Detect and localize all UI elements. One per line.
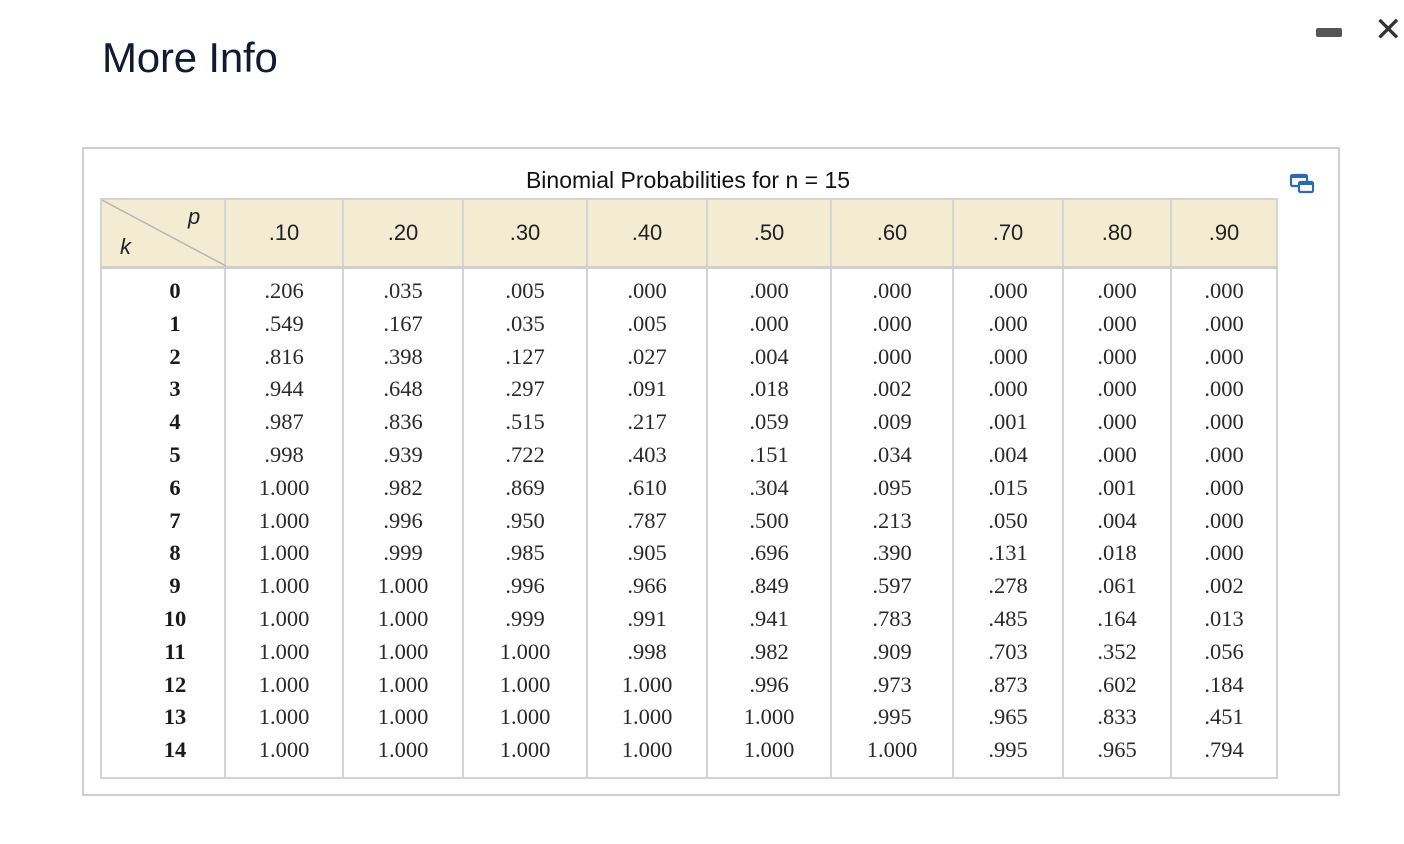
- probability-cell: .965: [1063, 734, 1171, 778]
- probability-cell: .941: [707, 603, 831, 636]
- probability-cell: .966: [587, 570, 707, 603]
- probability-cell: .515: [463, 406, 587, 439]
- popout-button[interactable]: [1289, 173, 1315, 195]
- probability-cell: .000: [1063, 268, 1171, 308]
- probability-cell: 1.000: [463, 734, 587, 778]
- probability-cell: .996: [343, 505, 463, 538]
- probability-cell: .965: [953, 701, 1063, 734]
- probability-cell: .015: [953, 472, 1063, 505]
- probability-cell: .004: [707, 341, 831, 374]
- probability-cell: .061: [1063, 570, 1171, 603]
- table-row: [101, 308, 1277, 341]
- probability-cell: .000: [707, 308, 831, 341]
- probability-cell: 1.000: [343, 734, 463, 778]
- probability-cell: 1.000: [225, 537, 343, 570]
- probability-cell: .549: [225, 308, 343, 341]
- probability-cell: 1.000: [463, 636, 587, 669]
- probability-cell: 1.000: [225, 570, 343, 603]
- column-header: .90: [1171, 199, 1277, 268]
- k-value: 3: [101, 373, 225, 406]
- probability-cell: 1.000: [343, 701, 463, 734]
- k-value: 2: [101, 341, 225, 374]
- probability-cell: 1.000: [225, 603, 343, 636]
- probability-cell: .998: [587, 636, 707, 669]
- probability-cell: .000: [1063, 373, 1171, 406]
- table-row: [101, 570, 1277, 603]
- probability-cell: .000: [707, 268, 831, 308]
- probability-cell: 1.000: [225, 669, 343, 702]
- probability-cell: .002: [1171, 570, 1277, 603]
- column-header: .50: [707, 199, 831, 268]
- probability-cell: .403: [587, 439, 707, 472]
- probability-cell: 1.000: [343, 603, 463, 636]
- k-value: 11: [101, 636, 225, 669]
- column-header: .80: [1063, 199, 1171, 268]
- probability-cell: 1.000: [463, 701, 587, 734]
- probability-cell: .985: [463, 537, 587, 570]
- probability-cell: .000: [1171, 472, 1277, 505]
- probability-cell: .059: [707, 406, 831, 439]
- table-title: Binomial Probabilities for n = 15: [525, 167, 851, 193]
- probability-cell: 1.000: [463, 669, 587, 702]
- probability-cell: .722: [463, 439, 587, 472]
- probability-cell: 1.000: [707, 734, 831, 778]
- probability-cell: .995: [953, 734, 1063, 778]
- column-header: .10: [225, 199, 343, 268]
- probability-cell: .944: [225, 373, 343, 406]
- binomial-table: [100, 198, 1278, 779]
- probability-cell: .816: [225, 341, 343, 374]
- k-value: 8: [101, 537, 225, 570]
- probability-cell: .000: [831, 308, 953, 341]
- probability-cell: .091: [587, 373, 707, 406]
- probability-cell: .184: [1171, 669, 1277, 702]
- table-row: [101, 734, 1277, 778]
- probability-cell: .987: [225, 406, 343, 439]
- probability-cell: .000: [953, 268, 1063, 308]
- probability-cell: 1.000: [225, 734, 343, 778]
- table-body: [101, 268, 1277, 778]
- k-value: 14: [101, 734, 225, 778]
- probability-cell: .991: [587, 603, 707, 636]
- column-header: .60: [831, 199, 953, 268]
- probability-cell: .018: [707, 373, 831, 406]
- probability-cell: .000: [953, 373, 1063, 406]
- probability-cell: .050: [953, 505, 1063, 538]
- probability-cell: .009: [831, 406, 953, 439]
- probability-cell: .000: [1171, 439, 1277, 472]
- table-row: [101, 505, 1277, 538]
- table-row: [101, 439, 1277, 472]
- probability-cell: .005: [463, 268, 587, 308]
- probability-cell: .217: [587, 406, 707, 439]
- probability-cell: .485: [953, 603, 1063, 636]
- probability-cell: .982: [707, 636, 831, 669]
- probability-cell: .000: [953, 308, 1063, 341]
- popout-window-icon: [1289, 173, 1315, 195]
- probability-cell: .167: [343, 308, 463, 341]
- probability-cell: .696: [707, 537, 831, 570]
- probability-cell: .398: [343, 341, 463, 374]
- probability-cell: .304: [707, 472, 831, 505]
- table-row: [101, 603, 1277, 636]
- probability-cell: .000: [1171, 537, 1277, 570]
- probability-cell: .000: [1063, 308, 1171, 341]
- probability-cell: .206: [225, 268, 343, 308]
- probability-cell: .213: [831, 505, 953, 538]
- probability-cell: .278: [953, 570, 1063, 603]
- probability-cell: .000: [1063, 439, 1171, 472]
- probability-cell: .000: [587, 268, 707, 308]
- probability-cell: .783: [831, 603, 953, 636]
- probability-cell: 1.000: [587, 669, 707, 702]
- probability-cell: .034: [831, 439, 953, 472]
- probability-cell: .000: [1171, 406, 1277, 439]
- probability-cell: .939: [343, 439, 463, 472]
- probability-cell: .909: [831, 636, 953, 669]
- column-header: .70: [953, 199, 1063, 268]
- column-header: .30: [463, 199, 587, 268]
- probability-cell: .905: [587, 537, 707, 570]
- k-value: 5: [101, 439, 225, 472]
- probability-cell: 1.000: [343, 669, 463, 702]
- probability-cell: .018: [1063, 537, 1171, 570]
- table-row: [101, 636, 1277, 669]
- probability-cell: .000: [1171, 341, 1277, 374]
- probability-cell: .451: [1171, 701, 1277, 734]
- table-row: [101, 472, 1277, 505]
- k-value: 1: [101, 308, 225, 341]
- k-label: k: [120, 234, 131, 259]
- probability-cell: .000: [1063, 341, 1171, 374]
- probability-cell: 1.000: [707, 701, 831, 734]
- table-row: [101, 268, 1277, 308]
- probability-cell: 1.000: [587, 701, 707, 734]
- probability-cell: .787: [587, 505, 707, 538]
- probability-cell: .035: [463, 308, 587, 341]
- table-row: [101, 373, 1277, 406]
- column-header: .40: [587, 199, 707, 268]
- probability-cell: .000: [1171, 373, 1277, 406]
- probability-cell: .095: [831, 472, 953, 505]
- header-row: [101, 199, 1277, 268]
- k-value: 12: [101, 669, 225, 702]
- table-row: [101, 341, 1277, 374]
- probability-cell: .998: [225, 439, 343, 472]
- probability-cell: .999: [343, 537, 463, 570]
- probability-cell: .000: [1171, 308, 1277, 341]
- probability-cell: .999: [463, 603, 587, 636]
- k-value: 6: [101, 472, 225, 505]
- close-button[interactable]: [1374, 10, 1404, 50]
- table-row: [101, 406, 1277, 439]
- probability-cell: .297: [463, 373, 587, 406]
- k-value: 4: [101, 406, 225, 439]
- probability-cell: .390: [831, 537, 953, 570]
- close-icon: ✕: [1374, 10, 1403, 50]
- probability-cell: 1.000: [343, 636, 463, 669]
- probability-cell: .000: [1171, 268, 1277, 308]
- probability-cell: .833: [1063, 701, 1171, 734]
- probability-cell: .597: [831, 570, 953, 603]
- k-value: 13: [101, 701, 225, 734]
- probability-cell: .056: [1171, 636, 1277, 669]
- probability-cell: .005: [587, 308, 707, 341]
- probability-cell: 1.000: [225, 701, 343, 734]
- probability-cell: .996: [707, 669, 831, 702]
- probability-cell: .973: [831, 669, 953, 702]
- probability-cell: .004: [953, 439, 1063, 472]
- probability-cell: .836: [343, 406, 463, 439]
- probability-cell: .873: [953, 669, 1063, 702]
- p-label: p: [188, 204, 201, 229]
- probability-cell: .131: [953, 537, 1063, 570]
- probability-cell: .027: [587, 341, 707, 374]
- k-value: 10: [101, 603, 225, 636]
- probability-cell: .703: [953, 636, 1063, 669]
- probability-cell: .151: [707, 439, 831, 472]
- table-row: [101, 669, 1277, 702]
- probability-cell: .035: [343, 268, 463, 308]
- probability-cell: .000: [831, 341, 953, 374]
- k-value: 7: [101, 505, 225, 538]
- probability-cell: 1.000: [831, 734, 953, 778]
- probability-cell: 1.000: [225, 636, 343, 669]
- probability-cell: 1.000: [225, 505, 343, 538]
- table-row: [101, 537, 1277, 570]
- probability-cell: .869: [463, 472, 587, 505]
- probability-cell: .610: [587, 472, 707, 505]
- probability-cell: 1.000: [343, 570, 463, 603]
- k-value: 9: [101, 570, 225, 603]
- probability-cell: .995: [831, 701, 953, 734]
- probability-cell: .648: [343, 373, 463, 406]
- probability-cell: .127: [463, 341, 587, 374]
- k-value: 0: [101, 268, 225, 308]
- probability-cell: .001: [953, 406, 1063, 439]
- probability-cell: .996: [463, 570, 587, 603]
- probability-cell: .001: [1063, 472, 1171, 505]
- probability-cell: .500: [707, 505, 831, 538]
- probability-cell: .950: [463, 505, 587, 538]
- probability-cell: .602: [1063, 669, 1171, 702]
- probability-cell: 1.000: [225, 472, 343, 505]
- probability-cell: .352: [1063, 636, 1171, 669]
- corner-header: [101, 199, 225, 268]
- minimize-button[interactable]: [1316, 28, 1342, 37]
- dialog-title: More Info: [102, 34, 278, 81]
- probability-cell: .000: [1063, 406, 1171, 439]
- probability-cell: .000: [1171, 505, 1277, 538]
- probability-cell: .013: [1171, 603, 1277, 636]
- probability-cell: .002: [831, 373, 953, 406]
- table-row: [101, 701, 1277, 734]
- probability-cell: .164: [1063, 603, 1171, 636]
- probability-cell: .849: [707, 570, 831, 603]
- probability-cell: .982: [343, 472, 463, 505]
- probability-cell: 1.000: [587, 734, 707, 778]
- probability-cell: .000: [953, 341, 1063, 374]
- probability-cell: .794: [1171, 734, 1277, 778]
- probability-cell: .000: [831, 268, 953, 308]
- column-header: .20: [343, 199, 463, 268]
- probability-cell: .004: [1063, 505, 1171, 538]
